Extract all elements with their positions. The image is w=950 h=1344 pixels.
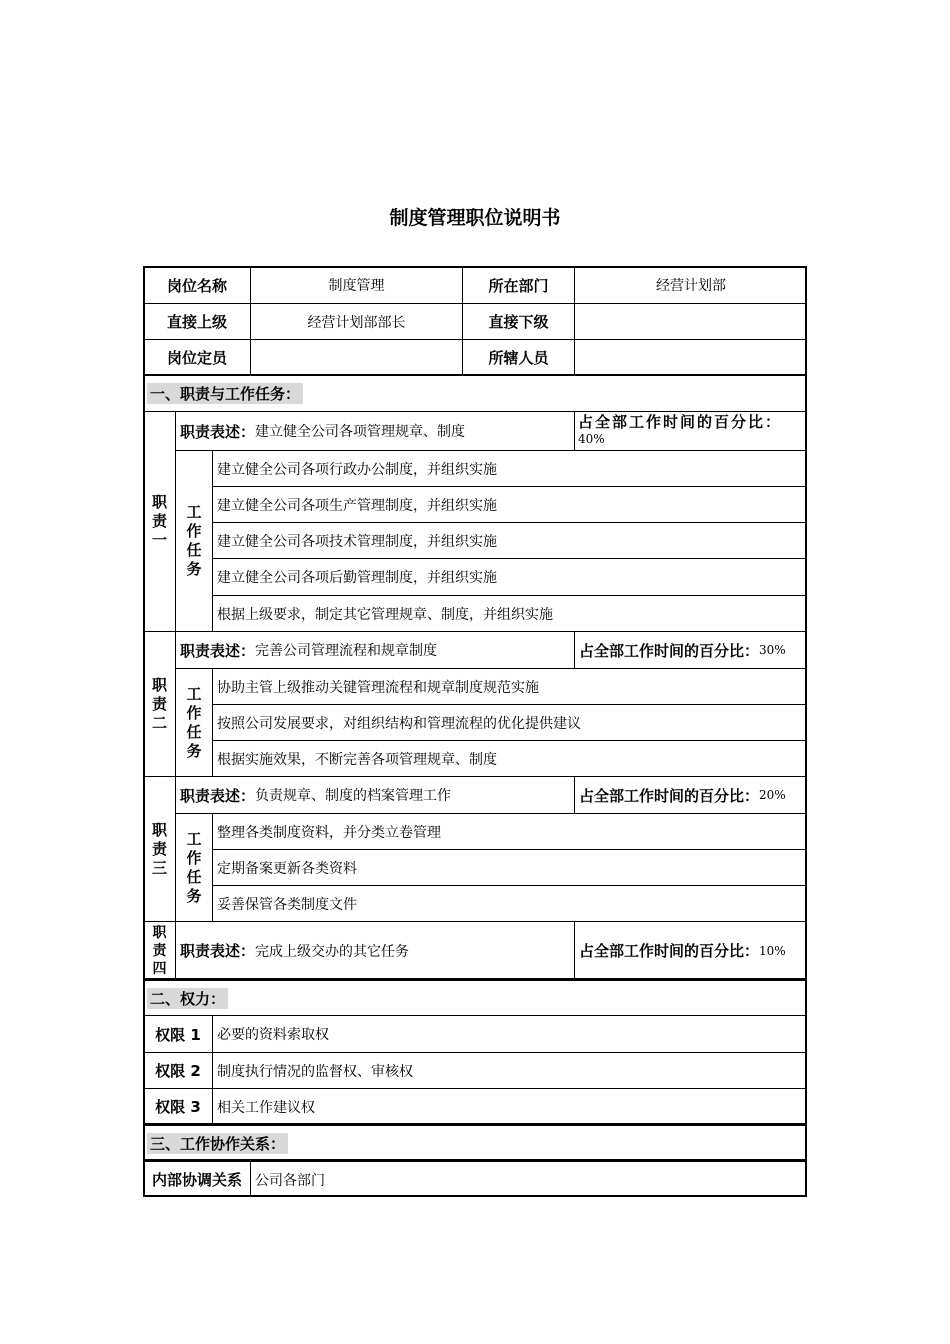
duty-3-task-1: 整理各类制度资料，并分类立卷管理 [212,813,807,849]
duty-1-task-label-cell [175,450,212,631]
section-authority-title [143,980,807,1015]
section-relations-title [143,1125,807,1160]
subordinate-label: 直接下级 [462,303,574,339]
authority-3-value: 相关工作建议权 [212,1088,807,1124]
internal-relations-label: 内部协调关系 [143,1161,250,1197]
duty-3-pct-label: 占全部工作时间的百分比： [579,786,760,805]
duty-2-desc-text: 完善公司管理流程和规章制度 [255,643,438,659]
authority-1-value: 必要的资料索取权 [212,1015,807,1052]
duty-1-desc-label: 职责表述： [180,422,256,441]
duty-1-task-2: 建立健全公司各项生产管理制度，并组织实施 [212,486,807,522]
duty-1-pct-label: 占全部工作时间的百分比： [578,413,783,431]
duty-2-task-3: 根据实施效果，不断完善各项管理规章、制度 [212,740,807,776]
internal-relations-value: 公司各部门 [250,1161,807,1197]
duty-3-pct-value: 20% [759,788,786,802]
duty-4-label-cell [143,921,175,979]
superior-label: 直接上级 [143,303,250,339]
duty-1-pct-value: 40% [578,432,605,446]
duty-2-description-cell [175,631,574,668]
duty-1-pct-cell [574,411,807,450]
duty-1-task-4: 建立健全公司各项后勤管理制度，并组织实施 [212,558,807,595]
section-relations-label: 三、工作协作关系： [147,1133,288,1154]
duty-4-label: 职责四 [152,924,167,977]
duty-4-pct-label: 占全部工作时间的百分比： [579,942,760,960]
duty-3-pct-cell [574,776,807,813]
duty-2-task-2: 按照公司发展要求，对组织结构和管理流程的优化提供建议 [212,704,807,740]
duty-4-desc-label: 职责表述： [180,942,256,960]
duty-2-task-label-cell [175,668,212,776]
duty-1-desc-text: 建立健全公司各项管理规章、制度 [255,424,466,440]
duty-1-task-label: 工作任务 [186,503,202,578]
duty-3-description-cell [175,776,574,813]
duty-1-label: 职责一 [151,493,167,549]
duty-1-task-5: 根据上级要求，制定其它管理规章、制度，并组织实施 [212,595,807,631]
duty-2-label-cell [143,631,175,776]
duty-3-task-2: 定期备案更新各类资料 [212,849,807,885]
duty-2-task-label: 工作任务 [186,684,202,760]
position-name-label: 岗位名称 [143,266,250,303]
authority-2-value: 制度执行情况的监督权、审核权 [212,1052,807,1088]
headcount-value [250,339,462,375]
duty-2-pct-cell [574,631,807,668]
duty-3-task-3: 妥善保管各类制度文件 [212,885,807,921]
position-name-value: 制度管理 [250,266,462,303]
duty-4-description-cell [175,921,574,979]
section-duties-title [143,375,807,411]
department-value: 经营计划部 [574,266,807,303]
section-authority-label: 二、权力： [147,988,228,1009]
duty-4-pct-value: 10% [759,943,786,958]
duty-2-label: 职责二 [151,675,167,732]
duty-3-label: 职责三 [151,820,167,877]
duty-1-task-1: 建立健全公司各项行政办公制度，并组织实施 [212,450,807,486]
headcount-label: 岗位定员 [143,339,250,375]
subordinate-value [574,303,807,339]
duty-3-desc-label: 职责表述： [180,786,256,805]
duty-2-pct-value: 30% [759,643,786,657]
duty-3-label-cell [143,776,175,921]
duty-2-pct-label: 占全部工作时间的百分比： [579,641,760,660]
department-label: 所在部门 [462,266,574,303]
section-duties-label: 一、职责与工作任务： [147,383,303,404]
authority-3-label: 权限 3 [143,1088,212,1124]
document-title: 制度管理职位说明书 [389,207,561,229]
duty-1-task-3: 建立健全公司各项技术管理制度，并组织实施 [212,522,807,558]
duty-3-task-label-cell [175,813,212,921]
duty-3-desc-text: 负责规章、制度的档案管理工作 [255,788,452,804]
authority-2-label: 权限 2 [143,1052,212,1088]
duty-1-description-cell [175,411,574,450]
duty-4-pct-cell [574,921,807,979]
duty-3-task-label: 工作任务 [186,829,202,905]
duty-2-task-1: 协助主管上级推动关键管理流程和规章制度规范实施 [212,668,807,704]
authority-1-label: 权限 1 [143,1015,212,1052]
subordinates-count-label: 所辖人员 [462,339,574,375]
superior-value: 经营计划部部长 [250,303,462,339]
subordinates-count-value [574,339,807,375]
duty-1-label-cell [143,411,175,631]
duty-4-desc-text: 完成上级交办的其它任务 [255,943,410,960]
duty-2-desc-label: 职责表述： [180,641,256,660]
